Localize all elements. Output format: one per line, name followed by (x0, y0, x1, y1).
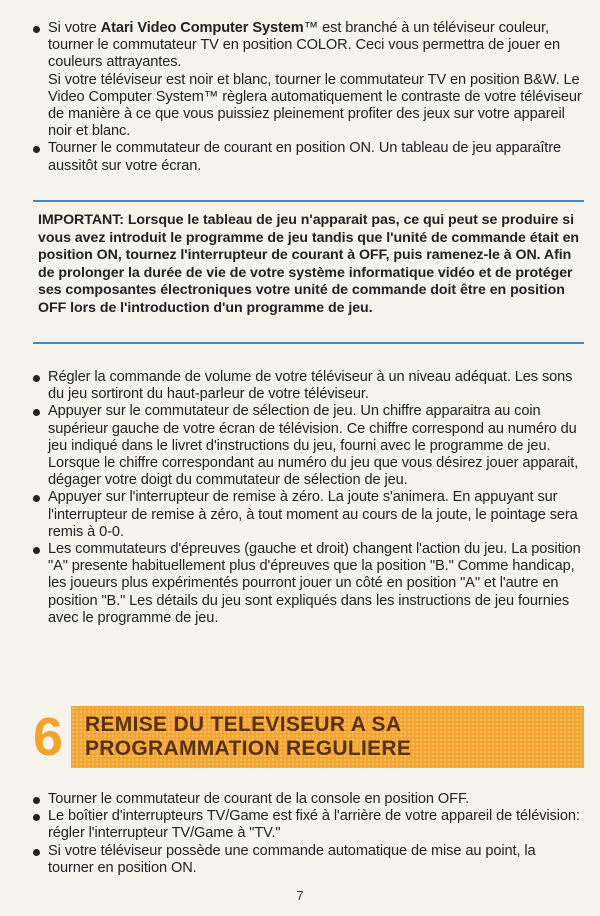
section-title-line-1: REMISE DU TELEVISEUR A SA (85, 713, 402, 736)
bullet-dot (33, 849, 40, 856)
bullet-console-off (0, 791, 600, 808)
bullet-dot (33, 409, 40, 416)
bullet-text: Tourner le commutateur de courant de la console en position OFF. (48, 791, 470, 807)
bullet-dot (33, 495, 40, 502)
bullet-dot (33, 146, 40, 153)
section-number: 6 (33, 707, 64, 767)
product-name: Atari Video Computer System (100, 20, 304, 36)
bullet-game-select (0, 403, 600, 489)
bullet-text: Appuyer sur l'interrupteur de remise à zéro. La joute s'animera. En appuyant sur l'interrupteur de remise à zéro, à tout moment au cours de la joute, le pointage sera remis à 0-0. (48, 489, 578, 540)
bullet-text: Appuyer sur le commutateur de sélection de jeu. Un chiffre apparaitra au coin supérieur gauche de votre écran de télévision. Ce chiffre correspond au numéro du jeu indiqué dans le livret d'instructions du jeu, fourni avec le programme de jeu. Lorsque le chiffre correspondant au numéro du jeu que vous désirez jouer apparait, dégager votre doigt du commutateur de sélection de jeu. (48, 403, 579, 489)
gameplay-instructions (0, 369, 600, 627)
bullet-dot (33, 375, 40, 382)
bullet-color-setting (0, 20, 600, 72)
bullet-difficulty (0, 541, 600, 627)
bullet-text: Les commutateurs d'épreuves (gauche et droit) changent l'action du jeu. La position "A" presente habituellement plus d'épreuves que la position "B." Comme handicap, les joueurs plus expérimentés pourront jouer un côté en position "A" et l'autre en position "B." Les détails du jeu sont expliqués dans les instructions de jeu fournies avec le programme de jeu. (48, 541, 581, 626)
bullet-power-on (0, 140, 600, 174)
bullet-text: Tourner le commutateur de courant en position ON. Un tableau de jeu apparaître aussitôt sur votre écran. (48, 140, 562, 174)
bullet-tv-switch (0, 808, 600, 842)
section-title-line-2: PROGRAMMATION REGULIERE (85, 737, 412, 760)
bullet-text: Si votre téléviseur possède une commande automatique de mise au point, la tourner en position ON. (48, 842, 536, 876)
bullet-volume (0, 369, 600, 403)
bottom-divider (33, 342, 584, 344)
top-divider (33, 200, 584, 202)
bullet-auto-focus (0, 843, 600, 877)
bullet-text: ™ est branché à un téléviseur couleur, tourner le commutateur TV en position COLOR. Ceci vous permettra de jouer en couleurs attrayantes. (48, 20, 561, 71)
bullet-dot (33, 26, 40, 33)
bullet-text-prefix: Si votre (48, 20, 101, 36)
bw-paragraph: Si votre téléviseur est noir et blanc, tourner le commutateur TV en position B&W. Le Video Computer System™ règlera automatiquement le contraste de votre téléviseur de manière à ce que vous puissiez pleinement profiter des jeux sur votre appareil noir et blanc. (48, 71, 582, 140)
section-6-header (33, 706, 584, 768)
important-notice: IMPORTANT: Lorsque le tableau de jeu n'apparait pas, ce qui peut se produire si vous avez introduit le programme de jeu tandis que l'unité de commande était en position ON, tournez l'interrupteur de courant à OFF, puis ramenez-le à ON. Afin de prolonger la durée de vie de votre système informatique vidéo et de protéger ses composantes électroniques votre unité de commande doit être en position OFF lors de l'introduction d'un programme de jeu. (38, 212, 580, 316)
section-title (85, 713, 585, 761)
page-number: 7 (296, 888, 304, 903)
tv-reset-instructions (0, 791, 600, 877)
setup-instructions (0, 20, 600, 175)
bullet-dot (33, 797, 40, 804)
bullet-dot (33, 814, 40, 821)
bullet-reset (0, 489, 600, 541)
bullet-text: Le boîtier d'interrupteurs TV/Game est fixé à l'arrière de votre appareil de télévision: régler l'interrupteur TV/Game à "TV." (48, 808, 580, 842)
bullet-dot (33, 547, 40, 554)
bullet-text: Régler la commande de volume de votre téléviseur à un niveau adéquat. Les sons du jeu sortiront du haut-parleur de votre téléviseur. (48, 369, 573, 403)
